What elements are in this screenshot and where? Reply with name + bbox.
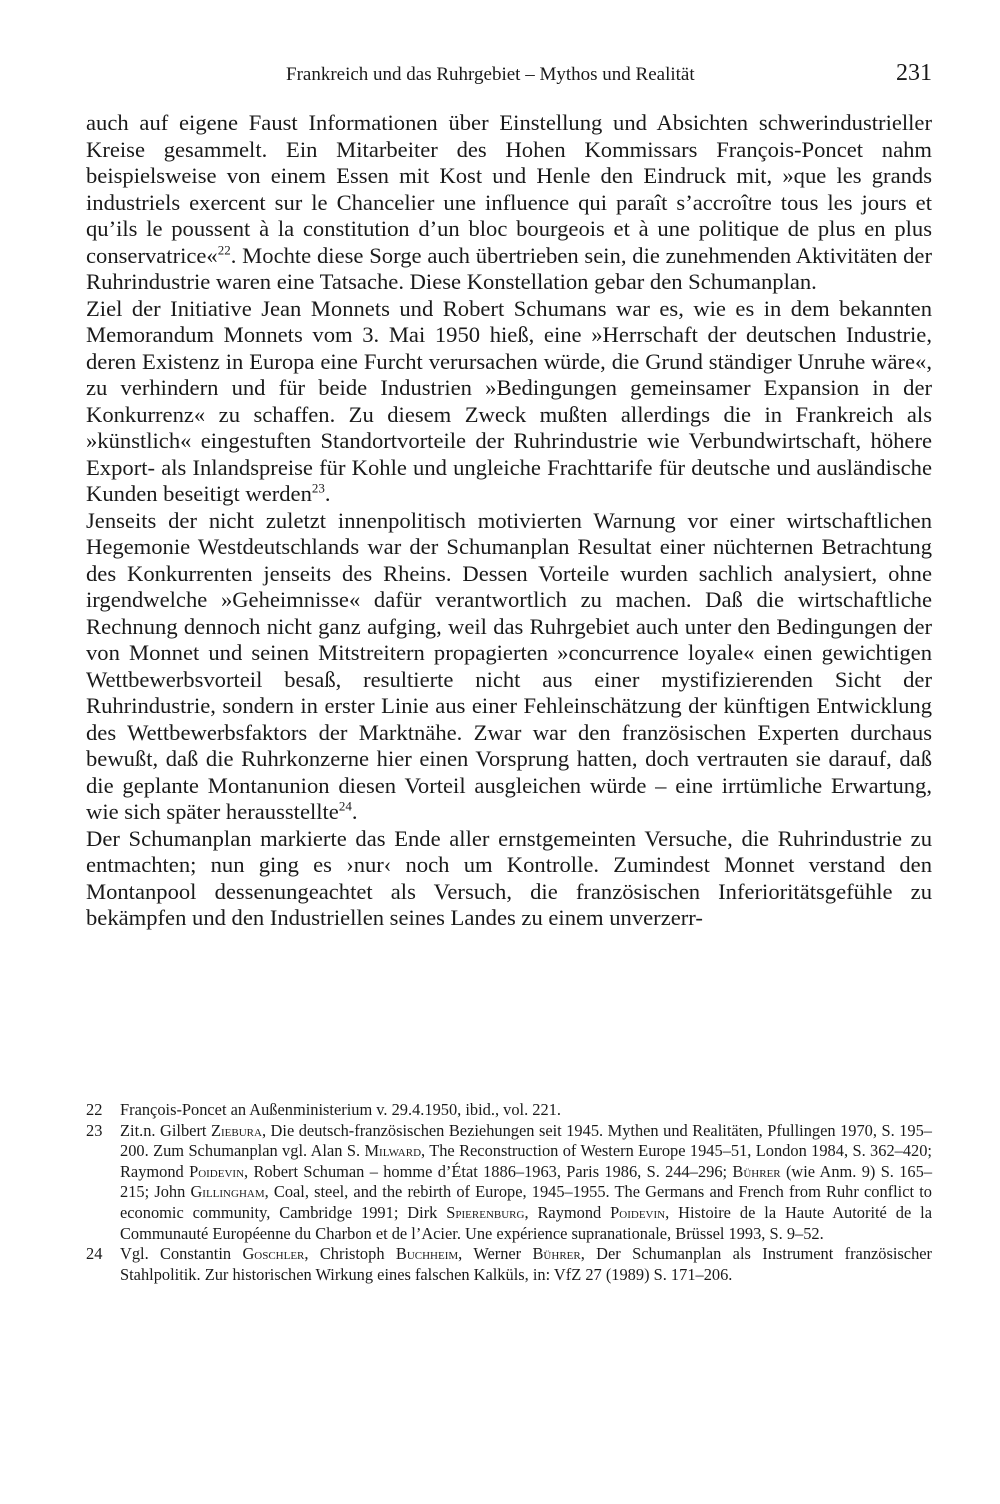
footnote-text: , Raymond <box>524 1202 611 1222</box>
footnotes <box>86 1100 932 1285</box>
author-name: Goschler <box>242 1244 305 1264</box>
paragraph-text: Jenseits der nicht zuletzt innenpolitisch motivierten Warnung vor einer wirtschaftlichen Hegemonie Westdeutschlands war der Schumanplan Resultat einer nüchternen Betrachtung des Konkurrenten jenseits des Rheins. Dessen Vorteile wurden sachlich analysiert, ohne irgendwelche »Geheimnisse« dafür verantwortlich zu machen. Daß die wirtschaftliche Rechnung dennoch nicht ganz aufging, weil das Ruhrgebiet auch unter den Bedingungen der von Monnet und seinen Mitstreitern propagierten »concurrence loyale« einen gewichtigen Wettbewerbsvorteil besaß, resultierte nicht aus einer mystifizierenden Sicht der Ruhrindustrie, sondern in erster Linie aus einer Fehleinschätzung der künftigen Entwicklung des Wettbewerbsfaktors der Marktnähe. Zwar war den französischen Experten durchaus bewußt, daß die Ruhrkonzerne hier einen Vorsprung hatten, doch vertrauten sie darauf, daß die geplante Montanunion diesen Vorteil ausgleichen würde – eine irrtümliche Erwartung, wie sich später herausstellte <box>86 507 932 824</box>
footnote-text: Zit.n. Gilbert <box>120 1120 211 1140</box>
paragraph-text: Der Schumanplan markierte das Ende aller ernstgemeinten Versuche, die Ruhrindustrie zu entmachten; nun ging es ›nur‹ noch um Kontrolle. Zumindest Monnet verstand den Montanpool dessenungeachtet als Versuch, die französischen Inferioritätsgefühle zu bekämpfen und den Industriellen seines Landes zu einem unverzerr- <box>86 825 932 930</box>
author-name: Bührer <box>732 1161 781 1181</box>
footnote-text: , Robert Schuman – homme d’État 1886–1963, Paris 1986, S. 244–296; <box>244 1161 733 1181</box>
footnote-text: , The Reconstruction of Western Europe 1945–51, London 1984, S. 362–420; Raymond <box>120 1141 932 1181</box>
running-head <box>86 60 932 100</box>
paragraph-text: . <box>351 799 358 824</box>
footnote-text: , Der Schumanplan als Instrument französischer Stahlpolitik. Zur historischen Wirkung eines falschen Kalküls, in: VfZ 27 (1989) S. 171–206. <box>120 1244 932 1284</box>
footnote-text: Vgl. Constantin <box>120 1244 243 1264</box>
paragraph <box>86 110 932 296</box>
footnote-number: 22 <box>86 1100 103 1119</box>
footnote-text: (wie Anm. 9) S. 165–215; John <box>120 1161 933 1202</box>
author-name: Spierenburg <box>446 1202 525 1222</box>
book-page <box>86 60 933 1284</box>
paragraph <box>86 296 932 508</box>
paragraph-text: . <box>324 481 331 506</box>
author-name: Milward <box>364 1141 422 1161</box>
footnote-number: 23 <box>86 1120 103 1140</box>
footnote-text: , Histoire de la Haute Autorité de la Communauté Européenne du Charbon et de l’Acier. Une expérience supranationale, Brüssel 1993, S. 9–52. <box>120 1202 932 1243</box>
paragraph-text: auch auf eigene Faust Informationen über Einstellung und Absichten schwerindustrieller Kreise gesammelt. Ein Mitarbeiter des Hohen Kommissars François-Poncet nahm beispielsweise von einem Essen mit Kost und Henle den Eindruck mit, »que les grands industriels exercent sur le Chancelier une influence qui paraît s’accroître tous les jours et qu’ils le poussent à la constitution d’un bloc bourgeois et à une politique de plus en plus conservatrice« <box>86 110 932 268</box>
page-number: 231 <box>896 60 932 86</box>
footnote <box>86 1100 932 1121</box>
footnote <box>86 1121 932 1245</box>
footnote-text: , Werner <box>458 1244 533 1264</box>
footnote-ref: 23 <box>311 480 325 496</box>
author-name: Ziebura <box>210 1120 262 1140</box>
footnote-number: 24 <box>86 1244 103 1264</box>
main-text <box>86 110 932 932</box>
footnote-ref: 22 <box>217 241 231 257</box>
footnote-text: François-Poncet an Außenministerium v. 29.4.1950, ibid., vol. 221. <box>120 1100 561 1119</box>
footnote-text: , Christoph <box>304 1244 396 1264</box>
footnote-text: , Die deutsch-französischen Beziehungen seit 1945. Mythen und Realitäten, Pfullingen 1970, S. 195–200. Zum Schumanplan vgl. Alan S. <box>120 1120 932 1161</box>
author-name: Buchheim <box>395 1244 459 1264</box>
footnote-text: , Coal, steel, and the rebirth of Europe, 1945–1955. The Germans and French from Ruhr conflict to economic community, Cambridge 1991; Dirk <box>120 1182 932 1222</box>
author-name: Poidevin <box>189 1161 245 1181</box>
paragraph-text: Ziel der Initiative Jean Monnets und Robert Schumans war es, wie es in dem bekannten Memorandum Monnets vom 3. Mai 1950 hieß, eine »Herrschaft der deutschen Industrie, deren Existenz in Europa eine Furcht verursachen würde, die Grund ständiger Unruhe wäre«, zu verhindern und für beide Industrien »Bedingungen gemeinsamer Expansion in der Konkurrenz« zu schaffen. Zu diesem Zweck mußten allerdings die in Frankreich als »künstlich« eingestuften Standortvorteile der Ruhrindustrie wie Verbundwirtschaft, höhere Export- als Inlandspreise für Kohle und ungleiche Frachttarife für deutsche und ausländische Kunden beseitigt werden <box>86 295 932 506</box>
footnote <box>86 1244 932 1285</box>
author-name: Bührer <box>532 1244 581 1264</box>
author-name: Gillingham <box>190 1182 265 1202</box>
paragraph-text: . Mochte diese Sorge auch übertrieben sein, die zunehmenden Aktivitäten der Ruhrindustrie waren eine Tatsache. Diese Konstellation gebar den Schumanplan. <box>86 242 932 294</box>
paragraph <box>86 826 932 932</box>
author-name: Poidevin <box>610 1202 666 1222</box>
running-title: Frankreich und das Ruhrgebiet – Mythos und Realität <box>286 64 695 85</box>
footnote-ref: 24 <box>338 798 352 814</box>
paragraph <box>86 508 932 826</box>
